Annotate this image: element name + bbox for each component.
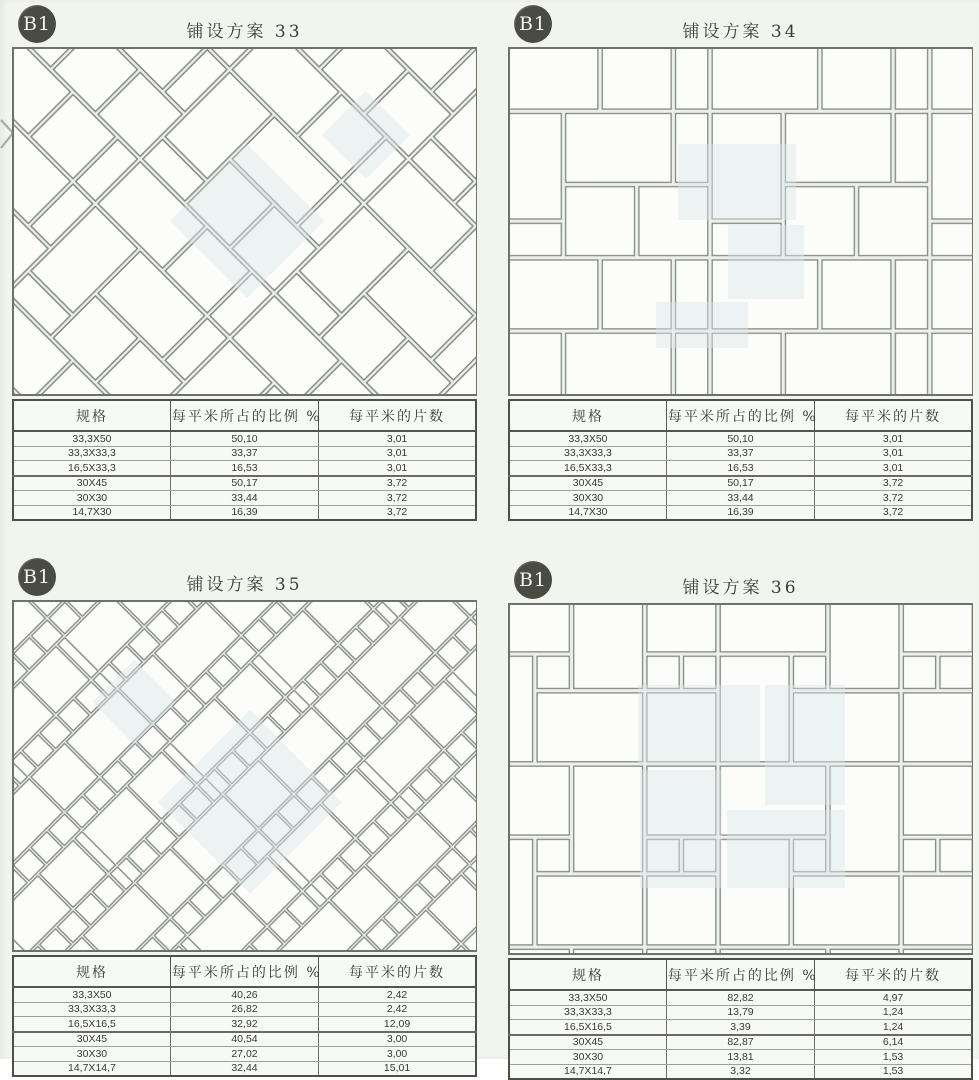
table-row [509,461,972,476]
table-cell: 13,81 [666,1050,814,1065]
scheme-title: 铺设方案 35 [186,575,303,595]
table-cell: 50,10 [170,431,318,446]
tile-spec-table-36 [508,958,973,1080]
col-header-pieces: 每平米的片数 [815,400,972,431]
table-cell: 50,17 [666,476,814,491]
table-cell: 33,37 [666,446,814,461]
col-header-spec: 规格 [509,959,666,990]
b1-badge [514,5,552,43]
table-row [509,446,972,461]
table-cell: 33,44 [170,491,318,506]
b1-badge [18,558,56,596]
table-cell: 50,17 [170,476,318,491]
b1-badge [514,561,552,599]
table-cell: 16,5X33,3 [13,461,170,476]
table-cell: 33,3X33,3 [509,446,666,461]
table-cell: 3,01 [815,431,972,446]
b1-badge [18,5,56,43]
table-row [13,476,476,491]
table-cell: 33,3X33,3 [13,446,170,461]
tile-pattern-diagram-33 [12,47,477,396]
table-row [509,491,972,506]
table-row [13,491,476,506]
tile-pattern-svg [14,49,476,394]
table-cell: 16,5X33,3 [509,461,666,476]
table-row [509,1020,972,1035]
table-cell: 3,01 [319,446,476,461]
table-cell: 1,24 [815,1020,972,1035]
table-row [13,505,476,520]
table-cell: 40,54 [170,1032,318,1047]
table-cell: 3,01 [815,446,972,461]
scheme-panel-36 [508,560,973,1080]
col-header-ratio: 每平米所占的比例 % [666,959,814,990]
table-cell: 16,53 [170,461,318,476]
table-cell: 30X45 [13,1032,170,1047]
table-row [509,476,972,491]
table-cell: 33,3X50 [13,431,170,446]
tile-pattern-diagram-35 [12,600,477,952]
panel-header [508,560,973,603]
table-cell: 3,01 [815,461,972,476]
table-cell: 33,3X50 [13,987,170,1002]
tile-spec-table-35 [12,955,477,1077]
table-cell: 16,5X16,5 [13,1017,170,1032]
tile-spec-table-33 [12,399,477,521]
table-cell: 16,53 [666,461,814,476]
table-cell: 1,24 [815,1005,972,1020]
table-cell: 27,02 [170,1047,318,1062]
table-cell: 40,26 [170,987,318,1002]
scheme-title: 铺设方案 34 [682,22,799,42]
table-cell: 3,00 [319,1032,476,1047]
col-header-pieces: 每平米的片数 [319,400,476,431]
tile-pattern-svg [14,602,476,950]
table-cell: 30X45 [509,476,666,491]
panel-header [12,557,477,600]
table-cell: 33,3X50 [509,431,666,446]
col-header-pieces: 每平米的片数 [815,959,972,990]
table-cell: 26,82 [170,1002,318,1017]
table-row [509,1050,972,1065]
badge-label: B1 [22,13,52,35]
scheme-title: 铺设方案 33 [186,22,303,42]
table-cell: 30X30 [13,1047,170,1062]
table-row [13,1002,476,1017]
table-cell: 14,7X14,7 [13,1061,170,1076]
table-row [13,1061,476,1076]
col-header-pieces: 每平米的片数 [319,956,476,987]
table-header-row [509,400,972,431]
table-header-row [509,959,972,990]
table-cell: 33,3X50 [509,990,666,1005]
table-row [509,1005,972,1020]
table-cell: 30X30 [509,1050,666,1065]
table-cell: 3,39 [666,1020,814,1035]
table-row [509,990,972,1005]
badge-label: B1 [22,566,52,588]
tile-pattern-diagram-34 [508,47,973,396]
table-cell: 16,5X16,5 [509,1020,666,1035]
table-cell: 14,7X30 [13,505,170,520]
table-cell: 12,09 [319,1017,476,1032]
panel-header [508,4,973,47]
table-cell: 50,10 [666,431,814,446]
table-row [13,446,476,461]
table-cell: 30X30 [509,491,666,506]
table-cell: 3,01 [319,431,476,446]
table-cell: 3,72 [882,506,904,518]
scheme-panel-35 [12,557,477,1077]
table-row [13,1032,476,1047]
table-row [13,431,476,446]
tile-spec-table-34 [508,399,973,521]
col-header-ratio: 每平米所占的比例 % [170,956,318,987]
badge-label: B1 [518,13,548,35]
table-cell: 2,42 [319,987,476,1002]
table-row [13,1017,476,1032]
table-header-row [13,956,476,987]
table-row [13,1047,476,1062]
table-cell: 33,37 [170,446,318,461]
scheme-panel-34 [508,4,973,521]
scheme-title: 铺设方案 36 [682,578,799,598]
table-cell: 3,72 [815,476,972,491]
scheme-panel-33 [12,4,477,521]
table-cell: 1,53 [815,1050,972,1065]
table-cell: 16,39 [666,505,814,520]
table-header-row [13,400,476,431]
badge-label: B1 [518,569,548,591]
table-row [509,1035,972,1050]
tile-pattern-svg [510,605,972,953]
table-cell: 32,44 [170,1061,318,1076]
table-row [509,431,972,446]
table-row [13,987,476,1002]
panel-header [12,4,477,47]
table-row [509,1064,972,1079]
table-cell: 30X30 [13,491,170,506]
table-cell: 3,72 [319,476,476,491]
col-header-ratio: 每平米所占的比例 % [666,400,814,431]
table-cell: 3,72 [319,491,476,506]
table-cell: 16,39 [170,505,318,520]
table-cell: 13,79 [666,1005,814,1020]
table-cell: 3,72 [815,491,972,506]
table-cell: 15,01 [383,1062,411,1074]
table-cell: 82,87 [666,1035,814,1050]
table-cell: 30X45 [13,476,170,491]
table-cell: 4,97 [815,990,972,1005]
table-row [13,461,476,476]
table-cell: 82,82 [666,990,814,1005]
col-header-spec: 规格 [509,400,666,431]
table-row [509,505,972,520]
table-cell: 3,72 [386,506,408,518]
tile-pattern-diagram-36 [508,603,973,955]
table-cell: 3,01 [319,461,476,476]
table-cell: 6,14 [815,1035,972,1050]
table-cell: 3,00 [319,1047,476,1062]
tile-pattern-svg [510,49,972,394]
table-cell: 33,3X33,3 [509,1005,666,1020]
table-cell: 3,32 [666,1064,814,1079]
col-header-ratio: 每平米所占的比例 % [170,400,318,431]
col-header-spec: 规格 [13,400,170,431]
table-cell: 1,53 [882,1065,904,1077]
table-cell: 2,42 [319,1002,476,1017]
table-cell: 14,7X30 [509,505,666,520]
table-cell: 32,92 [170,1017,318,1032]
col-header-spec: 规格 [13,956,170,987]
table-cell: 30X45 [509,1035,666,1050]
table-cell: 33,3X33,3 [13,1002,170,1017]
table-cell: 33,44 [666,491,814,506]
table-cell: 14,7X14,7 [509,1064,666,1079]
